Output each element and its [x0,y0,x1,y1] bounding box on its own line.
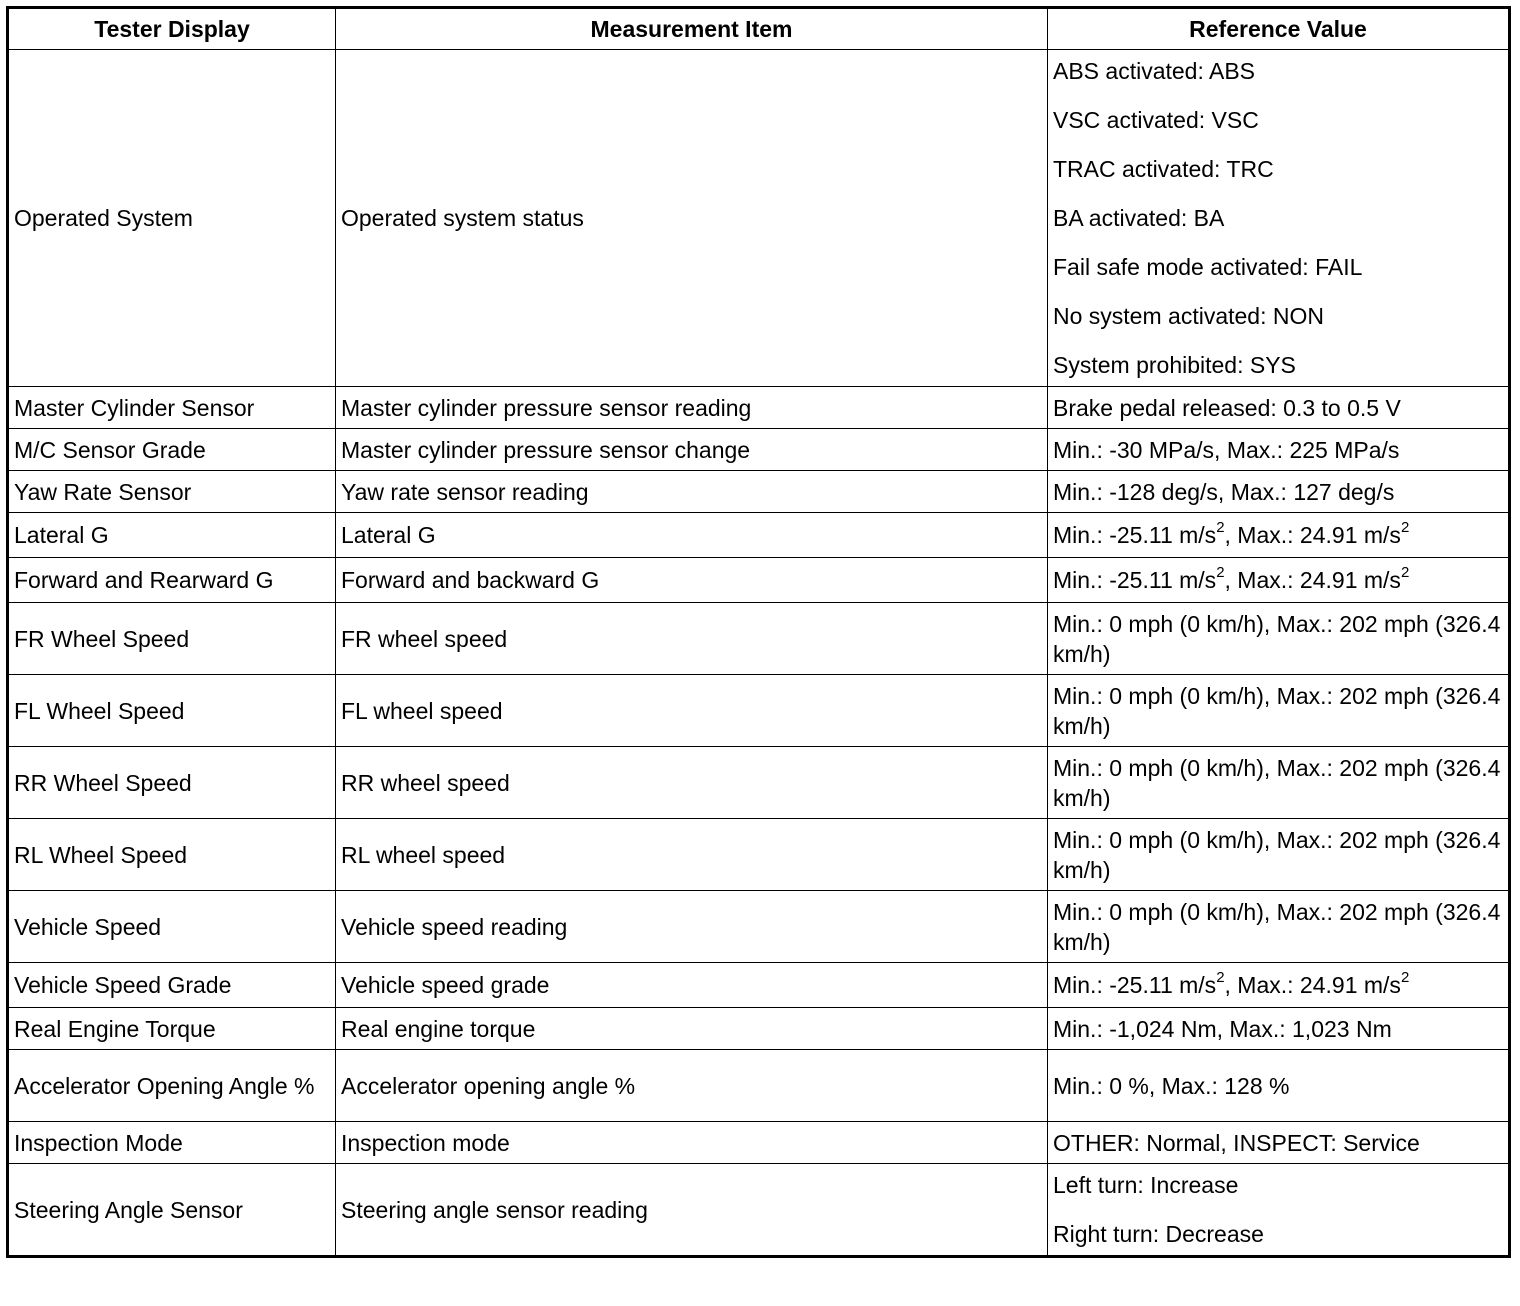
measurement-item-cell: Forward and backward G [336,558,1048,603]
tester-display-cell: RR Wheel Speed [8,747,336,819]
reference-value-cell [1048,50,1510,387]
reference-line: VSC activated: VSC [1053,107,1259,133]
measurement-item-cell: FL wheel speed [336,675,1048,747]
measurement-item-cell: Accelerator opening angle % [336,1050,1048,1122]
reference-value-cell: Min.: 0 mph (0 km/h), Max.: 202 mph (326.4 km/h) [1048,819,1510,891]
table-row [8,558,1510,603]
tester-display-cell: Vehicle Speed [8,891,336,963]
table-row [8,1050,1510,1122]
table-row [8,747,1510,819]
reference-value-cell: Min.: 0 %, Max.: 128 % [1048,1050,1510,1122]
measurement-item-cell: RR wheel speed [336,747,1048,819]
tester-display-cell: Real Engine Torque [8,1008,336,1050]
measurement-item-cell: Steering angle sensor reading [336,1164,1048,1257]
tester-display-cell: FR Wheel Speed [8,603,336,675]
tester-display-cell: M/C Sensor Grade [8,429,336,471]
table-row [8,1122,1510,1164]
measurement-item-cell: Lateral G [336,513,1048,558]
measurement-item-cell: RL wheel speed [336,819,1048,891]
reference-line: No system activated: NON [1053,303,1324,329]
measurement-item-cell: Vehicle speed grade [336,963,1048,1008]
tester-display-cell: Master Cylinder Sensor [8,387,336,429]
table-row [8,675,1510,747]
tester-display-cell: Yaw Rate Sensor [8,471,336,513]
measurement-item-cell: Real engine torque [336,1008,1048,1050]
tester-display-cell: Inspection Mode [8,1122,336,1164]
tester-display-cell: Steering Angle Sensor [8,1164,336,1257]
header-row [8,8,1510,50]
reference-line: TRAC activated: TRC [1053,156,1274,182]
table-row [8,891,1510,963]
tester-display-cell: Operated System [8,50,336,387]
reference-value-cell: Min.: 0 mph (0 km/h), Max.: 202 mph (326.4 km/h) [1048,675,1510,747]
measurement-item-cell: Master cylinder pressure sensor reading [336,387,1048,429]
measurement-item-cell: Inspection mode [336,1122,1048,1164]
reference-value-cell: Min.: 0 mph (0 km/h), Max.: 202 mph (326.4 km/h) [1048,747,1510,819]
reference-value-cell [1048,1164,1510,1257]
reference-value-cell: Min.: 0 mph (0 km/h), Max.: 202 mph (326.4 km/h) [1048,603,1510,675]
table-row [8,513,1510,558]
measurement-item-cell: Yaw rate sensor reading [336,471,1048,513]
reference-line: ABS activated: ABS [1053,58,1256,84]
reference-value-cell: Min.: 0 mph (0 km/h), Max.: 202 mph (326.4 km/h) [1048,891,1510,963]
table-row [8,1164,1510,1257]
table-row [8,1008,1510,1050]
measurement-item-cell: FR wheel speed [336,603,1048,675]
tester-display-cell: RL Wheel Speed [8,819,336,891]
measurement-item-cell: Operated system status [336,50,1048,387]
table-row [8,429,1510,471]
reference-line: BA activated: BA [1053,205,1225,231]
table-row [8,387,1510,429]
table-row [8,819,1510,891]
tester-display-cell: Vehicle Speed Grade [8,963,336,1008]
reference-value-cell: Min.: -30 MPa/s, Max.: 225 MPa/s [1048,429,1510,471]
reference-value-cell: Min.: -25.11 $m/s^2$, Max.: 24.91 $m/s^2$ [1048,513,1510,558]
tester-display-cell: Lateral G [8,513,336,558]
reference-line: Fail safe mode activated: FAIL [1053,254,1363,280]
tester-display-cell: Forward and Rearward G [8,558,336,603]
tester-display-cell: FL Wheel Speed [8,675,336,747]
table-row [8,963,1510,1008]
reference-table [6,6,1511,1258]
reference-line: Left turn: Increase [1053,1172,1239,1198]
reference-value-cell: Min.: -25.11 $m/s^2$, Max.: 24.91 $m/s^2$ [1048,963,1510,1008]
measurement-item-cell: Master cylinder pressure sensor change [336,429,1048,471]
table-row [8,50,1510,387]
reference-value-cell: OTHER: Normal, INSPECT: Service [1048,1122,1510,1164]
reference-value-cell: Brake pedal released: 0.3 to 0.5 V [1048,387,1510,429]
table-row [8,603,1510,675]
reference-line: System prohibited: SYS [1053,352,1296,378]
header-reference-value: Reference Value [1048,8,1510,50]
reference-line: Right turn: Decrease [1053,1221,1264,1247]
header-tester-display: Tester Display [8,8,336,50]
reference-value-cell: Min.: -1,024 Nm, Max.: 1,023 Nm [1048,1008,1510,1050]
reference-value-cell: Min.: -25.11 $m/s^2$, Max.: 24.91 $m/s^2$ [1048,558,1510,603]
tester-display-cell: Accelerator Opening Angle % [8,1050,336,1122]
table-row [8,471,1510,513]
measurement-item-cell: Vehicle speed reading [336,891,1048,963]
reference-value-cell: Min.: -128 deg/s, Max.: 127 deg/s [1048,471,1510,513]
header-measurement-item: Measurement Item [336,8,1048,50]
